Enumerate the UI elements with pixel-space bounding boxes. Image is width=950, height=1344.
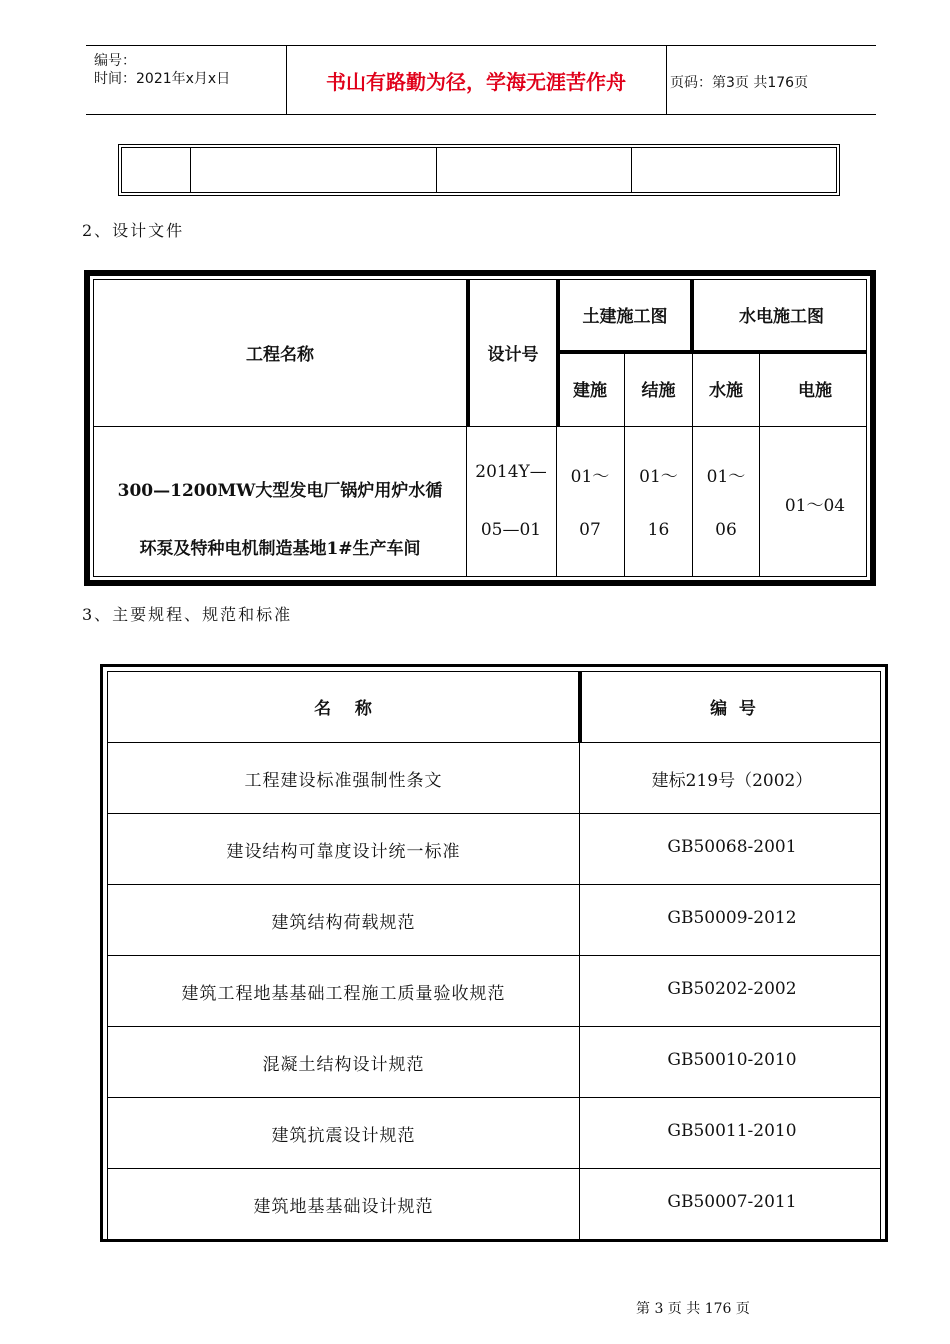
standard-name: 建筑工程地基基础工程施工质量验收规范: [181, 984, 506, 1004]
standard-code: GB50011-2010: [667, 1121, 797, 1141]
design-number-line-2: 05—01: [480, 520, 542, 540]
dianshi-range: 01～04: [784, 496, 846, 516]
header-page-label: 页码：第3页 共176页: [670, 75, 809, 91]
table-divider: [631, 148, 632, 192]
jieshi-range-line-2: 16: [647, 520, 670, 540]
shuishi-range-line-1: 01～: [706, 467, 746, 487]
standard-code: GB50010-2010: [667, 1050, 797, 1070]
table-divider: [108, 955, 880, 956]
table-divider: [108, 884, 880, 885]
shuishi-range-line-2: 06: [715, 520, 737, 540]
header-motto-cell: [286, 46, 667, 114]
table-divider: [108, 1168, 880, 1169]
header-page-cell: [666, 46, 876, 114]
table-divider: [466, 426, 467, 576]
header-civil-drawings: 土建施工图: [582, 307, 668, 327]
standard-code: GB50009-2012: [667, 908, 797, 928]
standard-name: 混凝土结构设计规范: [262, 1055, 425, 1075]
header-motto: 书山有路勤为径，学海无涯苦作舟: [326, 70, 626, 94]
design-documents-table: [84, 270, 876, 586]
standard-name: 工程建设标准强制性条文: [244, 771, 443, 791]
continued-table: [118, 144, 840, 196]
standard-code: GB50068-2001: [667, 837, 797, 857]
header-dianshi: 电施: [798, 381, 832, 401]
standard-code: 建标219号（2002）: [651, 771, 813, 791]
jianshi-range-line-2: 07: [579, 520, 601, 540]
standard-code: GB50202-2002: [667, 979, 797, 999]
header-jieshi: 结施: [641, 381, 676, 401]
document-time-label: 时间：2021年x月x日: [94, 71, 231, 87]
table-divider: [556, 426, 557, 576]
standard-name: 建筑抗震设计规范: [271, 1126, 416, 1146]
standard-code: GB50007-2011: [667, 1192, 797, 1212]
project-name-line-2: 环泵及特种电机制造基地1#生产车间: [139, 539, 421, 559]
project-name-line-1: 300—1200MW大型发电厂锅炉用炉水循: [117, 481, 443, 501]
table-divider: [108, 742, 880, 743]
standards-table: [100, 664, 888, 1242]
table-divider: [556, 350, 866, 354]
document-number-label: 编号：: [94, 53, 136, 69]
section-2-title: 2、设计文件: [82, 221, 185, 240]
header-jianshi: 建施: [573, 381, 607, 401]
table-divider: [108, 1097, 880, 1098]
header-meta-cell: [86, 46, 287, 114]
header-shuishi: 水施: [709, 381, 743, 401]
standard-name: 建设结构可靠度设计统一标准: [226, 842, 461, 862]
jieshi-range-line-1: 01～: [639, 467, 678, 487]
standard-name: 建筑地基基础设计规范: [253, 1197, 434, 1217]
header-hydro-electric-drawings: 水电施工图: [739, 307, 824, 327]
header-standard-name: 名 称: [314, 699, 372, 719]
standard-name: 建筑结构荷载规范: [271, 913, 416, 933]
table-divider: [436, 148, 437, 192]
table-divider: [190, 148, 191, 192]
header-project-name: 工程名称: [246, 345, 314, 365]
section-3-title: 3、主要规程、规范和标准: [82, 605, 293, 624]
footer-page-number: 第 3 页 共 176 页: [636, 1301, 750, 1317]
page-header: [86, 45, 876, 115]
table-divider: [108, 1026, 880, 1027]
jianshi-range-line-1: 01～: [570, 467, 610, 487]
header-design-number: 设计号: [487, 345, 539, 365]
table-divider: [94, 426, 866, 427]
table-divider: [108, 813, 880, 814]
design-number-line-1: 2014Y—: [475, 462, 547, 482]
header-standard-code: 编 号: [710, 699, 756, 719]
